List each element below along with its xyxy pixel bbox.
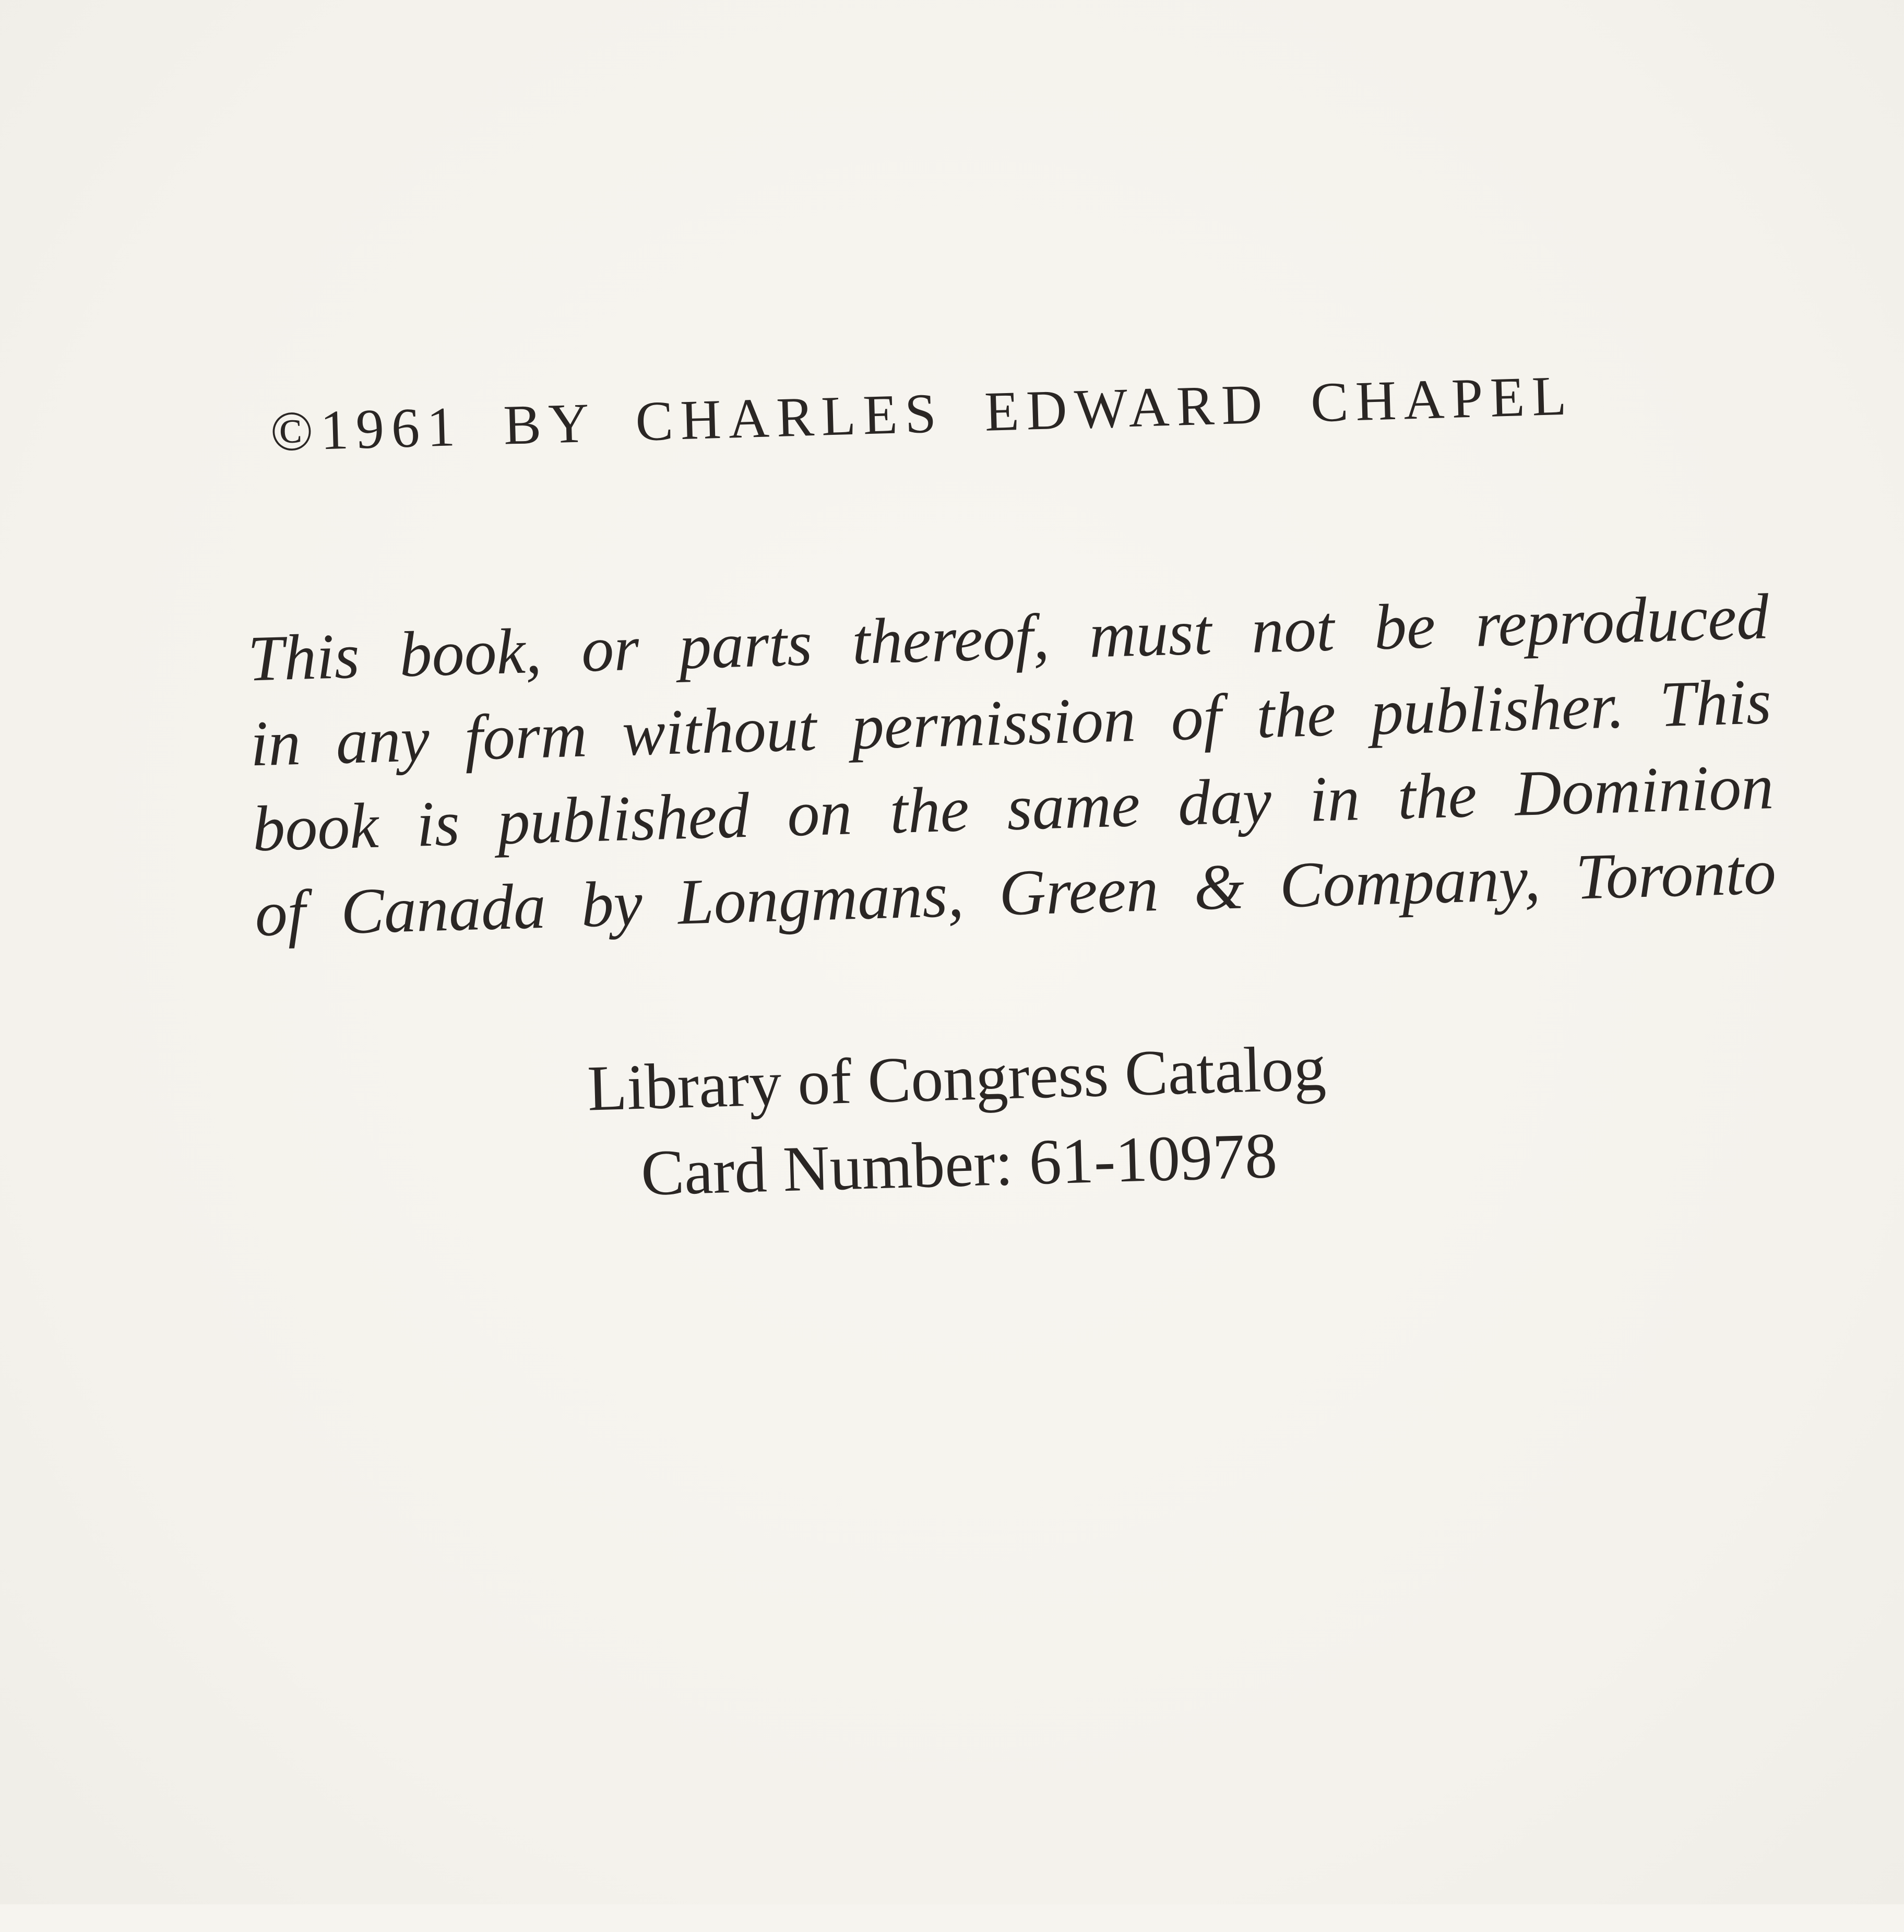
catalog-line: Library of Congress Catalog (586, 1032, 1327, 1124)
notice-line: in any form without permission of the publisher. This (249, 666, 1772, 780)
notice-line: This book, or parts thereof, must not be reproduced (247, 580, 1770, 695)
notice-line: book is published on the same day in the Dominion (252, 751, 1775, 865)
copyright-line: ©1961 BY CHARLES EDWARD CHAPEL (269, 364, 1575, 464)
card-number-line: Card Number: 61-10978 (640, 1119, 1278, 1209)
notice-line: of Canada by Longmans, Green & Company, Toronto (254, 835, 1777, 950)
catalog-info (554, 1024, 1362, 1218)
reproduction-notice (247, 574, 1777, 956)
